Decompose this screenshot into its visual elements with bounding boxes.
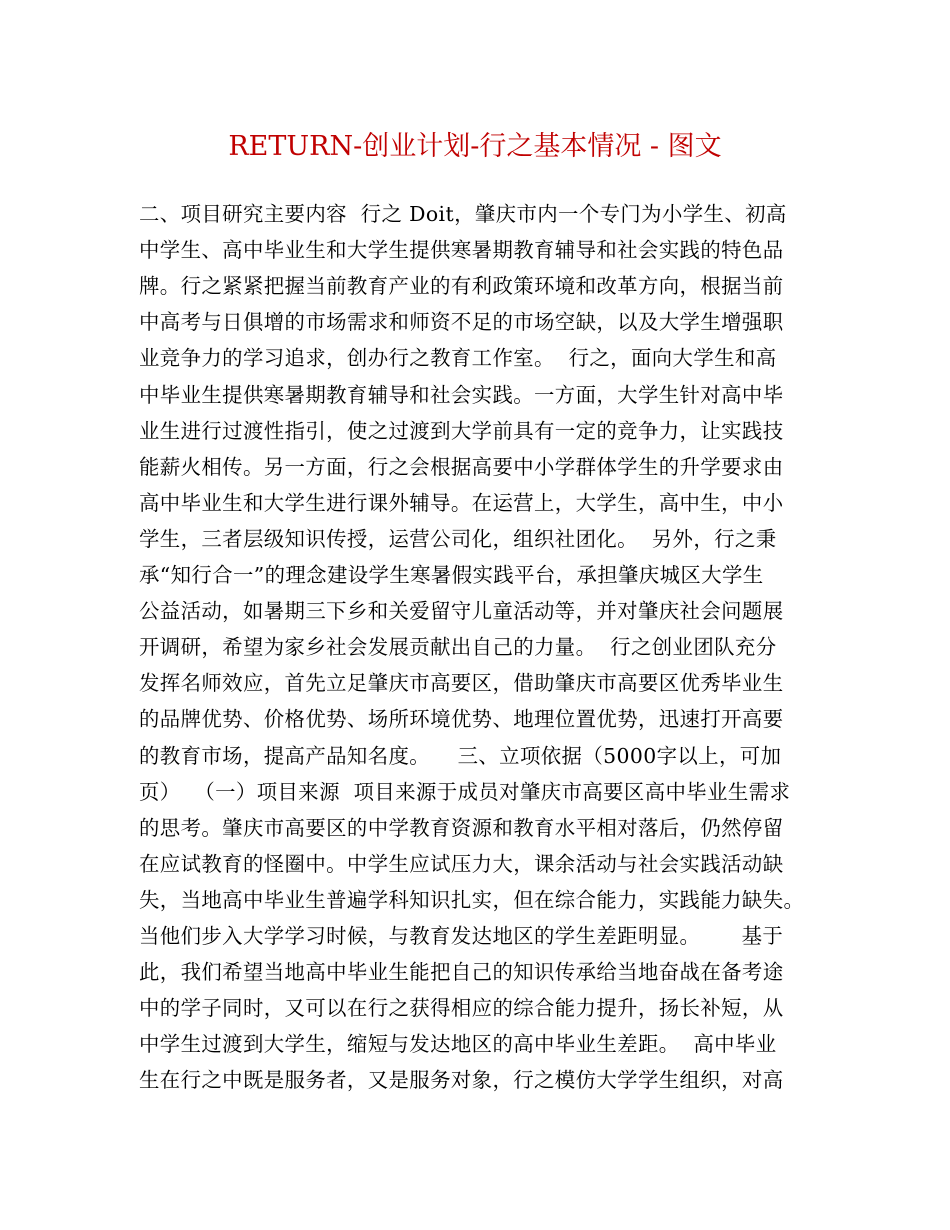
paragraph-line: 高中毕业生和大学生进行课外辅导。在运营上，大学生，高中生，中小 xyxy=(139,490,784,515)
paragraph-line: 中学生过渡到大学生，缩短与发达地区的高中毕业生差距。 高中毕业 xyxy=(139,1032,777,1057)
paragraph-line: 公益活动，如暑期三下乡和关爱留守儿童活动等，并对肇庆社会问题展 xyxy=(139,599,784,624)
paragraph-line: 的思考。肇庆市高要区的中学教育资源和教育水平相对落后，仍然停留 xyxy=(139,815,784,840)
paragraph-line: 开调研，希望为家乡社会发展贡献出自己的力量。 行之创业团队充分 xyxy=(139,635,777,660)
paragraph-line: 中学生、高中毕业生和大学生提供寒暑期教育辅导和社会实践的特色品 xyxy=(139,238,784,263)
paragraph-line: 的教育市场，提高产品知名度。 三、立项依据（5000字以上，可加 xyxy=(139,743,782,768)
paragraph-line: 中的学子同时，又可以在行之获得相应的综合能力提升，扬长补短，从 xyxy=(139,996,784,1021)
paragraph-line: 能薪火相传。另一方面，行之会根据高要中小学群体学生的升学要求由 xyxy=(139,454,784,479)
paragraph-line: 业竞争力的学习追求，创办行之教育工作室。 行之，面向大学生和高 xyxy=(139,346,777,371)
document-title: RETURN-创业计划-行之基本情况 - 图文 xyxy=(228,131,722,162)
paragraph-line: 失，当地高中毕业生普遍学科知识扎实，但在综合能力，实践能力缺失。 xyxy=(139,887,805,912)
paragraph-line: 的品牌优势、价格优势、场所环境优势、地理位置优势，迅速打开高要 xyxy=(139,707,784,732)
paragraph-line: 业生进行过渡性指引，使之过渡到大学前具有一定的竞争力，让实践技 xyxy=(139,418,784,443)
paragraph-line: 中高考与日俱增的市场需求和师资不足的市场空缺，以及大学生增强职 xyxy=(139,310,784,335)
paragraph-line: 学生，三者层级知识传授，运营公司化，组织社团化。 另外，行之秉 xyxy=(139,526,777,551)
paragraph-line: 承“知行合一”的理念建设学生寒暑假实践平台，承担肇庆城区大学生 xyxy=(139,563,764,587)
paragraph-line: 生在行之中既是服务者，又是服务对象，行之模仿大学学生组织，对高 xyxy=(139,1068,784,1093)
paragraph-line: 在应试教育的怪圈中。中学生应试压力大，课余活动与社会实践活动缺 xyxy=(139,851,784,876)
paragraph-line: 此，我们希望当地高中毕业生能把自己的知识传承给当地奋战在备考途 xyxy=(139,960,784,985)
paragraph-line: 中毕业生提供寒暑期教育辅导和社会实践。一方面，大学生针对高中毕 xyxy=(139,382,784,407)
paragraph-line: 发挥名师效应，首先立足肇庆市高要区，借助肇庆市高要区优秀毕业生 xyxy=(139,671,784,696)
paragraph-line: 页） （一）项目来源 项目来源于成员对肇庆市高要区高中毕业生需求 xyxy=(139,779,791,804)
paragraph-line: 牌。行之紧紧把握当前教育产业的有利政策环境和改革方向，根据当前 xyxy=(139,274,784,299)
paragraph-line: 二、项目研究主要内容 行之 Doit，肇庆市内一个专门为小学生、初高 xyxy=(139,202,787,226)
paragraph-line: 当他们步入大学学习时候，与教育发达地区的学生差距明显。 基于 xyxy=(139,924,784,948)
